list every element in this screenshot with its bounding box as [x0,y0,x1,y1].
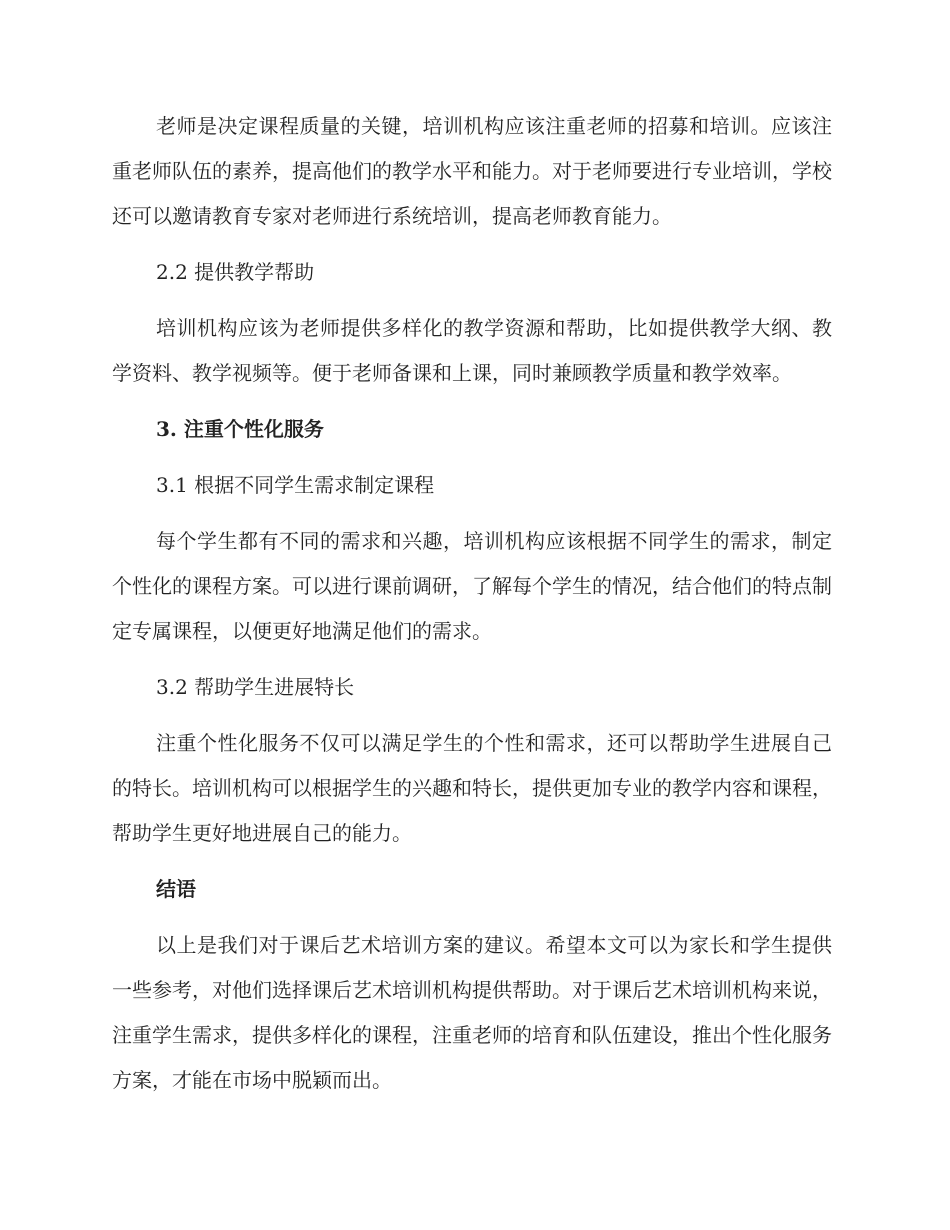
paragraph-teacher-quality: 老师是决定课程质量的关键，培训机构应该注重老师的招募和培训。应该注重老师队伍的素养，提高他们的教学水平和能力。对于老师要进行专业培训，学校还可以邀请教育专家对老师进行系统培训，提高老师教育能力。 [112,114,832,228]
paragraph-student-needs: 每个学生都有不同的需求和兴趣，培训机构应该根据不同学生的需求，制定个性化的课程方案。可以进行课前调研，了解每个学生的情况，结合他们的特点制定专属课程，以便更好地满足他们的需求。 [112,529,832,643]
paragraph-personalized-benefits: 注重个性化服务不仅可以满足学生的个性和需求，还可以帮助学生进展自己的特长。培训机构可以根据学生的兴趣和特长，提供更加专业的教学内容和课程，帮助学生更好地进展自己的能力。 [112,731,832,845]
heading-conclusion: 结语 [156,877,196,901]
heading-personalized-service: 3. 注重个性化服务 [156,417,324,441]
subheading-custom-courses: 3.1 根据不同学生需求制定课程 [156,473,435,497]
subheading-develop-strengths: 3.2 帮助学生进展特长 [156,675,355,699]
paragraph-conclusion: 以上是我们对于课后艺术培训方案的建议。希望本文可以为家长和学生提供一些参考，对他们选择课后艺术培训机构提供帮助。对于课后艺术培训机构来说，注重学生需求，提供多样化的课程，注重老师的培育和队伍建设，推出个性化服务方案，才能在市场中脱颖而出。 [112,933,832,1092]
document-body [112,104,832,1114]
paragraph-teaching-resources: 培训机构应该为老师提供多样化的教学资源和帮助，比如提供教学大纲、教学资料、教学视频等。便于老师备课和上课，同时兼顾教学质量和教学效率。 [112,316,832,385]
subheading-teaching-support: 2.2 提供教学帮助 [156,260,315,284]
